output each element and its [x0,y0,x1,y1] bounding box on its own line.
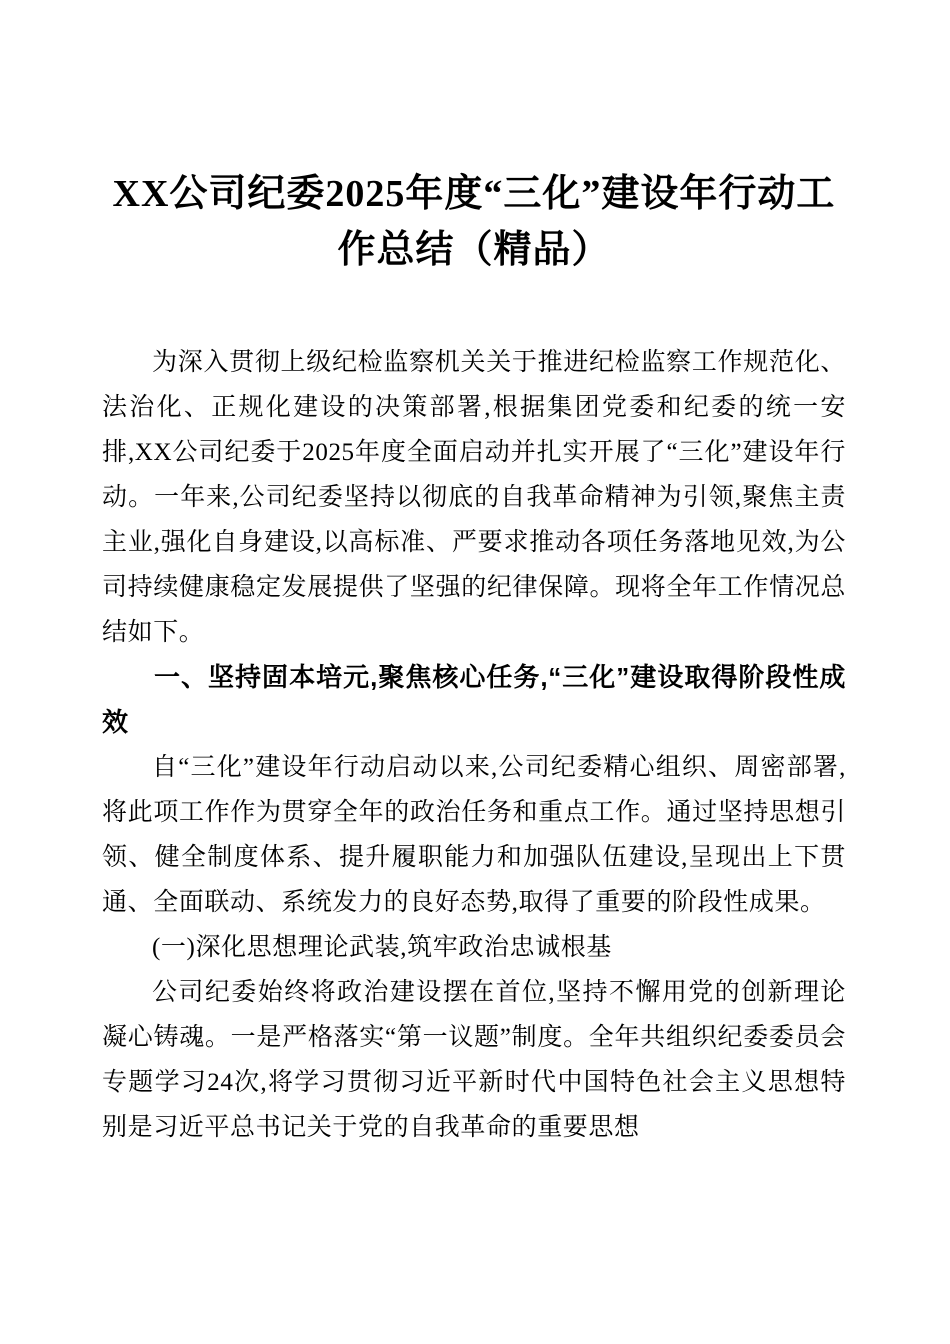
paragraph-intro: 为深入贯彻上级纪检监察机关关于推进纪检监察工作规范化、法治化、正规化建设的决策部署,根据集团党委和纪委的统一安排,XX公司纪委于2025年度全面启动并扎实开展了“三化”建设年行动。一年来,公司纪委坚持以彻底的自我革命精神为引领,聚焦主责主业,强化自身建设,以高标准、严要求推动各项任务落地见效,为公司持续健康稳定发展提供了坚强的纪律保障。现将全年工作情况总结如下。 [102,349,846,646]
subsection-heading-1-1: (一)深化思想理论武装,筑牢政治忠诚根基 [152,934,612,961]
paragraph-section-1-overview: 自“三化”建设年行动启动以来,公司纪委精心组织、周密部署,将此项工作作为贯穿全年的政治任务和重点工作。通过坚持思想引领、健全制度体系、提升履职能力和加强队伍建设,呈现出上下贯通、全面联动、系统发力的良好态势,取得了重要的阶段性成果。 [102,754,846,916]
paragraph-subsection-1-1-body: 公司纪委始终将政治建设摆在首位,坚持不懈用党的创新理论凝心铸魂。一是严格落实“第一议题”制度。全年共组织纪委委员会专题学习24次,将学习贯彻习近平新时代中国特色社会主义思想特别是习近平总书记关于党的自我革命的重要思想 [102,979,846,1141]
document-title: XX公司纪委2025年度“三化”建设年行动工作总结（精品） [112,173,836,271]
section-heading-1: 一、坚持固本培元,聚焦核心任务,“三化”建设取得阶段性成效 [102,662,846,737]
